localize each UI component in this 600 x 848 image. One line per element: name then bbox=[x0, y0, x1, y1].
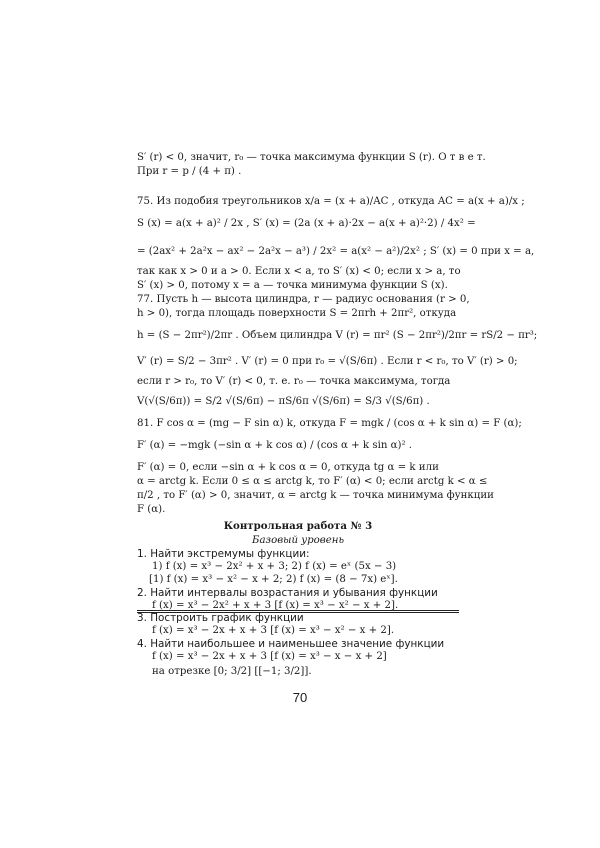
divider bbox=[137, 610, 459, 611]
task-line: 1) f (x) = x³ − 2x² + x + 3; 2) f (x) = eˣ (5x − 3) bbox=[152, 561, 397, 572]
task-line: 3. Построить график функции bbox=[137, 612, 304, 624]
text-line: = (2ax² + 2a²x − ax² − 2a²x − a³) / 2x² = a(x² − a²)/2x² ; S′ (x) = 0 при x = a, bbox=[137, 246, 535, 257]
text-line: α = arctg k. Если 0 ≤ α ≤ arctg k, то F′ (α) < 0; если arctg k < α ≤ bbox=[137, 476, 488, 487]
task-line: 2. Найти интервалы возрастания и убывания функции bbox=[137, 587, 438, 599]
text-line: F′ (α) = 0, если −sin α + k cos α = 0, откуда tg α = k или bbox=[137, 462, 439, 473]
text-line: При r = p / (4 + π) . bbox=[137, 166, 242, 177]
text-line: π/2 , то F′ (α) > 0, значит, α = arctg k — точка минимума функции bbox=[137, 490, 494, 501]
task-line: f (x) = x³ − 2x + x + 3 [f (x) = x³ − x − x + 2] bbox=[152, 651, 387, 662]
text-line: h = (S − 2πr²)/2πr . Объем цилиндра V (r) = πr² (S − 2πr²)/2πr = rS/2 − πr³; bbox=[137, 330, 538, 341]
text-line: h > 0), тогда площадь поверхности S = 2πrh + 2πr², откуда bbox=[137, 308, 457, 319]
section-title: Контрольная работа № 3 bbox=[223, 520, 373, 532]
text-line: V′ (r) = S/2 − 3πr² . V′ (r) = 0 при r₀ = √(S/6π) . Если r < r₀, то V′ (r) > 0; bbox=[137, 356, 518, 367]
text-line: 81. F cos α = (mg − F sin α) k, откуда F = mgk / (cos α + k sin α) = F (α); bbox=[137, 418, 522, 429]
text-line: 77. Пусть h — высота цилиндра, r — радиус основания (r > 0, bbox=[137, 294, 470, 305]
page-number: 70 bbox=[292, 690, 308, 705]
task-line: 4. Найти наибольшее и наименьшее значение функции bbox=[137, 638, 445, 650]
text-line: S′ (r) < 0, значит, r₀ — точка максимума функции S (r). О т в е т. bbox=[137, 152, 486, 163]
text-line: S′ (x) > 0, потому x = a — точка минимума функции S (x). bbox=[137, 280, 448, 291]
text-line: S (x) = a(x + a)² / 2x , S′ (x) = (2a (x + a)·2x − a(x + a)²·2) / 4x² = bbox=[137, 218, 476, 229]
text-line: 75. Из подобия треугольников x/a = (x + a)/AC , откуда AC = a(x + a)/x ; bbox=[137, 196, 525, 207]
task-line: на отрезке [0; 3/2] [[−1; 3/2]]. bbox=[152, 666, 312, 677]
text-line: если r > r₀, то V′ (r) < 0, т. е. r₀ — точка максимума, тогда bbox=[137, 376, 451, 387]
task-line: f (x) = x³ − 2x + x + 3 [f (x) = x³ − x² − x + 2]. bbox=[152, 625, 395, 636]
text-line: V(√(S/6π)) = S/2 √(S/6π) − πS/6π √(S/6π) = S/3 √(S/6π) . bbox=[137, 396, 430, 407]
text-line: так как x > 0 и a > 0. Если x < a, то S′ (x) < 0; если x > a, то bbox=[137, 266, 461, 277]
task-line: f (x) = x³ − 2x² + x + 3 [f (x) = x³ − x² − x + 2]. bbox=[152, 600, 399, 611]
task-line: [1) f (x) = x³ − x² − x + 2; 2) f (x) = (8 − 7x) eˣ]. bbox=[149, 574, 398, 585]
task-line: 1. Найти экстремумы функции: bbox=[137, 548, 310, 560]
text-line: F′ (α) = −mgk (−sin α + k cos α) / (cos α + k sin α)² . bbox=[137, 440, 413, 451]
section-subtitle: Базовый уровень bbox=[251, 535, 345, 546]
text-line: F (α). bbox=[137, 504, 166, 515]
